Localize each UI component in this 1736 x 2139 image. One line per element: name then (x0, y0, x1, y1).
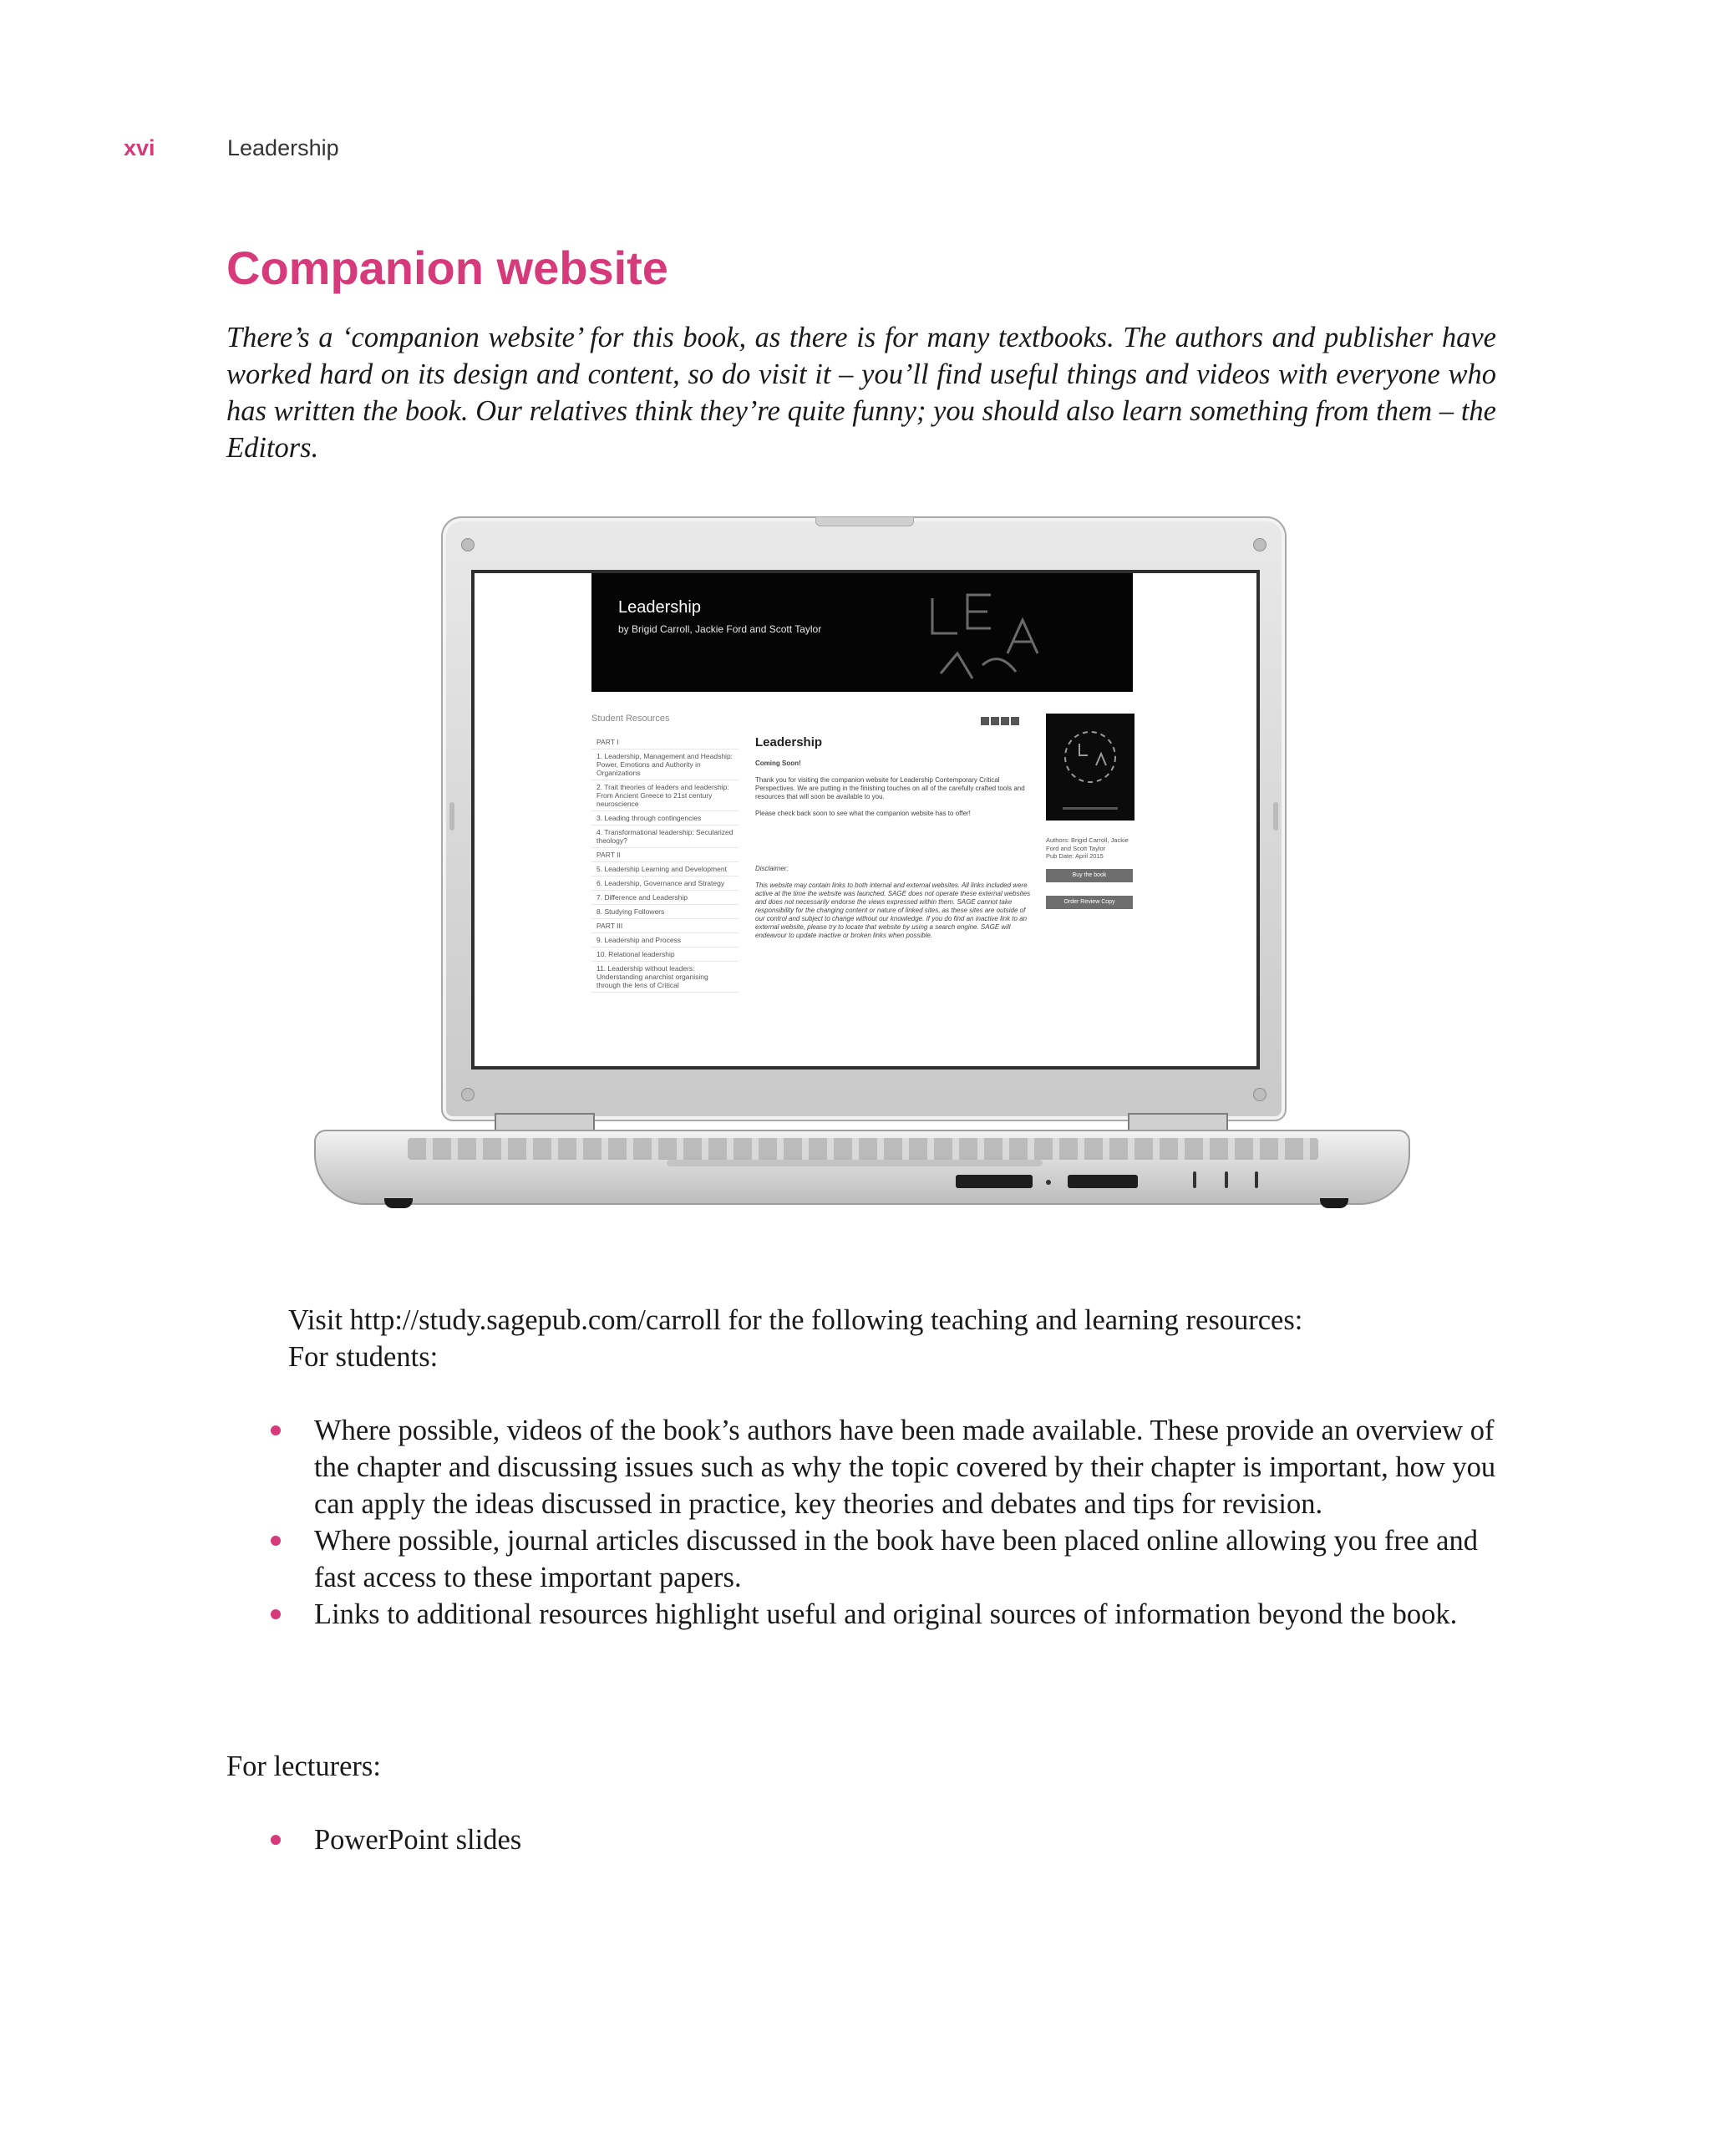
intro-paragraph: There’s a ‘companion website’ for this book, as there is for many textbooks. The authors and publisher have worked hard on its design and content, so do visit it – you’ll find useful things and videos with everyone who has written the book. Our relatives think they’re quite funny; you should also learn something from them – the Editors. (226, 322, 1496, 464)
list-item (269, 1596, 1497, 1633)
list-item (269, 1821, 1497, 1858)
disclaimer-text: This website may contain links to both internal and external websites. All links included were active at the time the website was launched. SAGE does not operate these external websites and does not necessarily endorse the views expressed within them. SAGE cannot take responsibility for the changing content or nature of linked sites, as these sites are outside of our control and subject to change without our knowledge. If you do find an inactive link to an external website, please try to locate that website by using a search engine. SAGE will endeavour to update inactive or broken links when possible. (755, 882, 1031, 939)
book-authors: Authors: Brigid Carroll, Jackie Ford and Scott Taylor (1046, 836, 1129, 852)
screw (461, 1088, 475, 1101)
bullet-icon (271, 1835, 281, 1845)
site-sidebar (591, 714, 739, 993)
laptop-lid (441, 516, 1287, 1121)
list-item-text: Links to additional resources highlight useful and original sources of information beyond the book. (314, 1598, 1458, 1630)
banner-title: Leadership (618, 598, 701, 617)
book-cover-image (1046, 714, 1134, 821)
coming-soon-text: Coming Soon! (755, 760, 801, 767)
lid-side-mark (449, 802, 454, 831)
sidebar-item[interactable]: 11. Leadership without leaders: Understanding anarchist organising through the lens of Critical (591, 962, 739, 993)
usb-port (1068, 1175, 1138, 1188)
student-resources-list (269, 1412, 1497, 1633)
book-panel (1046, 714, 1138, 909)
laptop-photo (309, 511, 1412, 1247)
port-light (1046, 1180, 1051, 1185)
running-title: Leadership (227, 135, 339, 160)
screw (1253, 538, 1266, 551)
page-number: xvi (124, 135, 155, 160)
welcome-paragraph: Thank you for visiting the companion website for Leadership Contemporary Critical Perspectives. We are putting in the finishing touches on all of the carefully crafted tools and resources that will soon be available to you. (755, 776, 1025, 800)
trackpad-edge (667, 1160, 1043, 1166)
sidebar-title: Student Resources (591, 714, 670, 724)
list-item (269, 1522, 1497, 1596)
visit-text: Visit http://study.sagepub.com/carroll for the following teaching and learning resources: (288, 1304, 1303, 1336)
sidebar-item[interactable]: 4. Transformational leadership: Secularized theology? (591, 826, 739, 848)
sidebar-item[interactable]: PART III (591, 919, 739, 933)
screw (461, 538, 475, 551)
sidebar-item[interactable]: 9. Leadership and Process (591, 933, 739, 948)
power-indicator (1193, 1171, 1196, 1188)
lecturer-resources-list (269, 1821, 1497, 1858)
drive-indicator (1255, 1171, 1258, 1188)
battery-indicator (1225, 1171, 1228, 1188)
sidebar-item[interactable]: PART II (591, 848, 739, 862)
list-item-text: Where possible, videos of the book’s authors have been made available. These provide an overview of the chapter and discussing issues such as why the topic covered by their chapter is important, how you can apply the ideas discussed in practice, key theories and debates and tips for revision. (314, 1415, 1496, 1520)
site-banner (591, 573, 1133, 692)
site-main-heading: Leadership (755, 735, 823, 749)
list-item-text: Where possible, journal articles discussed in the book have been placed online allowing you free and fast access to these important papers. (314, 1525, 1478, 1593)
sidebar-item[interactable]: 1. Leadership, Management and Headship: Power, Emotions and Authority in Organizations (591, 749, 739, 780)
lecturers-label: For lecturers: (226, 1750, 381, 1782)
section-heading: Companion website (226, 241, 668, 294)
sidebar-item[interactable]: 3. Leading through contingencies (591, 811, 739, 826)
lid-notch (815, 516, 914, 526)
banner-subtitle: by Brigid Carroll, Jackie Ford and Scott Taylor (618, 623, 822, 635)
site-main-content (755, 714, 1031, 948)
screw (1253, 1088, 1266, 1101)
sidebar-item[interactable]: 6. Leadership, Governance and Strategy (591, 876, 739, 891)
students-label: For students: (288, 1341, 439, 1373)
book-pub-date: Pub Date: April 2015 (1046, 852, 1104, 860)
card-slot (956, 1175, 1033, 1188)
keyboard-edge (408, 1138, 1318, 1160)
laptop-base (314, 1130, 1410, 1205)
laptop-foot (1320, 1198, 1348, 1208)
buy-book-button[interactable]: Buy the book (1046, 869, 1133, 882)
sidebar-item[interactable]: 2. Trait theories of leaders and leadership: From Ancient Greece to 21st century neuroscience (591, 780, 739, 811)
sidebar-item[interactable]: 7. Difference and Leadership (591, 891, 739, 905)
list-item (269, 1412, 1497, 1522)
bullet-icon (271, 1425, 281, 1435)
sidebar-item[interactable]: PART I (591, 735, 739, 749)
list-item-text: PowerPoint slides (314, 1824, 522, 1856)
order-review-copy-button[interactable]: Order Review Copy (1046, 896, 1133, 909)
check-back-paragraph: Please check back soon to see what the companion website has to offer! (755, 810, 971, 817)
bullet-icon (271, 1536, 281, 1546)
bullet-icon (271, 1609, 281, 1619)
lid-side-mark (1273, 802, 1278, 831)
laptop-foot (384, 1198, 413, 1208)
companion-website (591, 573, 1143, 1066)
laptop-screen (471, 570, 1260, 1070)
banner-art (874, 573, 1124, 692)
running-head (124, 135, 339, 161)
sidebar-item[interactable]: 8. Studying Followers (591, 905, 739, 919)
sidebar-item[interactable]: 10. Relational leadership (591, 948, 739, 962)
sidebar-item[interactable]: 5. Leadership Learning and Development (591, 862, 739, 876)
disclaimer-label: Disclaimer: (755, 865, 789, 872)
